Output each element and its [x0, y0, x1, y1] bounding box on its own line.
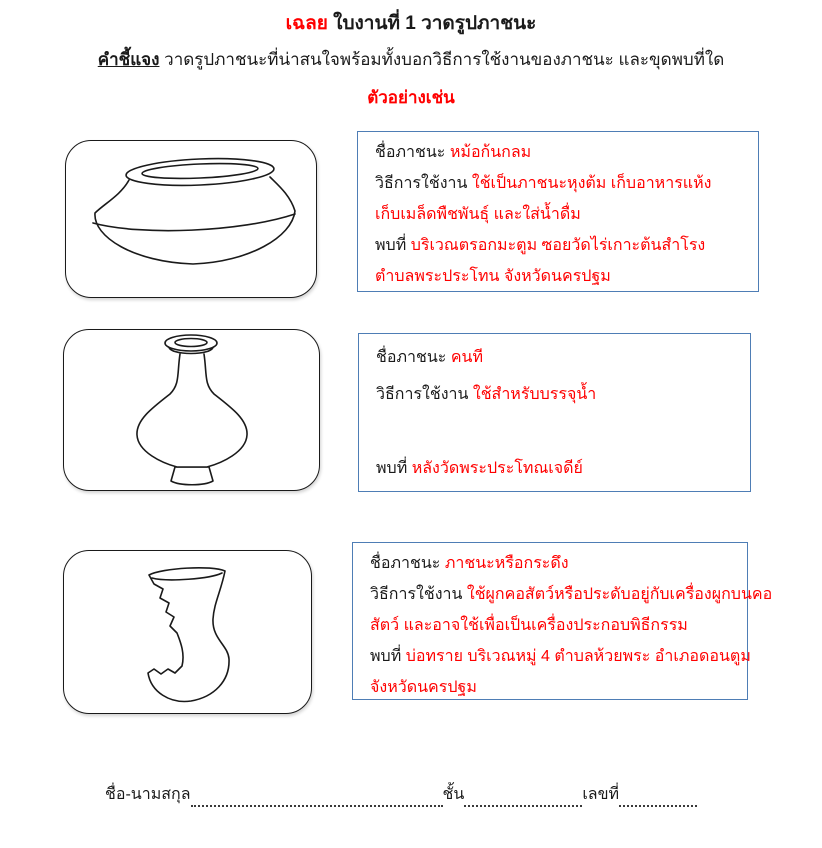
pot-body [95, 177, 295, 264]
round-bottom-pot-drawing [66, 141, 316, 297]
drawing-frame-3 [63, 550, 312, 714]
field-label: ชื่อภาชนะ [370, 555, 445, 572]
answer-text: สัตว์ และอาจใช้เพื่อเป็นเครื่องประกอบพิธีกรรม [370, 617, 688, 634]
answer-text: ตำบลพระประโทน จังหวัดนครปฐม [375, 268, 611, 285]
field-label: ชื่อภาชนะ [375, 144, 450, 161]
text-line [370, 672, 747, 703]
text-line [370, 610, 747, 641]
field-label: วิธีการใช้งาน [375, 175, 472, 192]
example-heading: ตัวอย่างเช่น [367, 88, 455, 107]
answer-box-2 [358, 333, 751, 492]
field-label: พบที่ [376, 460, 412, 477]
instruction-label: คำชี้แจง [97, 50, 160, 69]
signature-line [105, 782, 711, 807]
answer-text: บ่อทราย บริเวณหมู่ 4 ตำบลห้วยพระ อำเภอดอนตูม [405, 648, 751, 665]
field-label: พบที่ [370, 648, 406, 665]
name-blank [191, 791, 443, 807]
class-blank [464, 791, 582, 807]
vase-foot [171, 467, 213, 485]
instruction-text: วาดรูปภาชนะที่น่าสนใจพร้อมทั้งบอกวิธีการใช้งานของภาชนะ และขุดพบที่ใด [159, 50, 725, 69]
answer-text: ภาชนะหรือกระดึง [444, 555, 569, 572]
answer-text: ใช้สำหรับบรรจุน้ำ [472, 386, 597, 403]
instruction-line [0, 46, 822, 73]
name-label: ชื่อ-นามสกุล [105, 786, 191, 803]
field-label: พบที่ [375, 237, 411, 254]
drawing-frame-2 [63, 329, 320, 491]
page-title [0, 8, 822, 38]
answer-text: ใช้ผูกคอสัตว์หรือประดับอยู่กับเครื่องผูกบนคอ [466, 586, 773, 603]
number-blank [619, 791, 697, 807]
number-label: เลขที่ [582, 786, 620, 803]
text-line [375, 230, 758, 261]
answer-text: หม้อก้นกลม [449, 144, 532, 161]
text-line [376, 376, 750, 413]
text-line [375, 168, 758, 199]
text-line [370, 641, 751, 672]
answer-box-1 [357, 131, 759, 292]
broken-vessel-drawing [64, 551, 311, 713]
answer-text: บริเวณตรอกมะตูม ซอยวัดไร่เกาะต้นสำโรง [410, 237, 706, 254]
text-line [376, 450, 750, 487]
class-label: ชั้น [442, 786, 465, 803]
vase-rim-outer [165, 335, 217, 351]
answer-text: จังหวัดนครปฐม [370, 679, 477, 696]
text-line [370, 548, 747, 579]
text-line [375, 199, 758, 230]
text-line [370, 579, 773, 610]
broken-vessel-body [148, 568, 229, 702]
field-label: วิธีการใช้งาน [376, 386, 473, 403]
title-text: ใบงานที่ 1 วาดรูปภาชนะ [327, 13, 537, 34]
text-line [375, 137, 758, 168]
answer-text: ใช้เป็นภาชนะหุงต้ม เก็บอาหารแห้ง [471, 175, 712, 192]
answer-text: เก็บเมล็ดพืชพันธุ์ และใส่น้ำดื่ม [375, 206, 581, 223]
answer-text: หลังวัดพระประโทณเจดีย์ [411, 460, 583, 477]
answer-text: คนที [450, 349, 484, 366]
drawing-frame-1 [65, 140, 317, 298]
text-line [376, 339, 750, 376]
long-neck-vase-drawing [64, 330, 319, 490]
text-line [376, 413, 750, 450]
field-label: วิธีการใช้งาน [370, 586, 467, 603]
field-label: ชื่อภาชนะ [376, 349, 451, 366]
answer-box-3 [352, 542, 773, 700]
answer-key-word: เฉลย [285, 13, 328, 34]
vase-body [137, 354, 247, 467]
text-line [375, 261, 758, 292]
